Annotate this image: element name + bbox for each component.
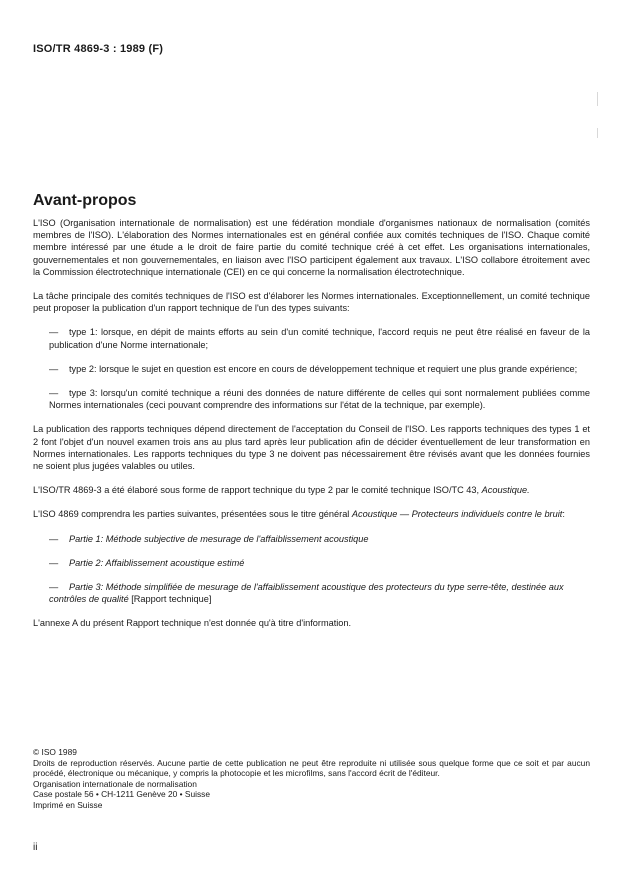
type-2-item: — type 2: lorsque le sujet en question est encore en cours de développement technique et requiert une plus grande expérience; [49,363,578,374]
printed-in: Imprimé en Suisse [33,799,103,810]
type-3-item: — type 3: lorsqu'un comité technique a réuni des données de nature différente de celles qui sont normalement publiées comme Normes internationales (ceci pouvant comprendre des informations sur l'état de la technique, par exemple). [49,388,590,411]
elaborated-paragraph: L'ISO/TR 4869-3 a été élaboré sous forme de rapport technique du type 2 par le comité technique ISO/TC 43, Acoustique. [33,485,530,496]
page-title: Avant-propos [33,192,137,209]
part-1-item: — Partie 1: Méthode subjective de mesurage de l'affaiblissement acoustique [49,533,369,544]
postal-address: Case postale 56 • CH-1211 Genève 20 • Suisse [33,789,211,800]
copyright-line: © ISO 1989 [33,747,77,757]
part-2-item: — Partie 2: Affaiblissement acoustique estimé [49,557,245,568]
organisation-name: Organisation internationale de normalisation [33,778,197,789]
copyright-footer [33,747,590,811]
type-1-item: — type 1: lorsque, en dépit de maints efforts au sein d'un comité technique, l'accord requis ne peut être réalisé en faveur de la publication d'une Norme internationale; [49,327,590,350]
part-3-item: — Partie 3: Méthode simplifiée de mesurage de l'affaiblissement acoustique des protecteurs du type serre-tête, destinée aux contrôles de qualité [Rapport technique] [49,582,564,605]
annex-paragraph: L'annexe A du présent Rapport technique n'est donnée qu'à titre d'information. [33,618,352,629]
page-number: ii [33,842,38,853]
intro-paragraph: L'ISO (Organisation internationale de normalisation) est une fédération mondiale d'organismes nationaux de normalisation (comités membres de l'ISO). L'élaboration des Normes internationales est en général confiée aux comités techniques de l'ISO. Chaque comité membre intéressé par une étude a le droit de faire partie du comité technique créé à cet effet. Les organisations internationales, gouvernementales et non gouvernementales, en liaison avec l'ISO participent également aux travaux. L'ISO collabore étroitement avec la Commission électrotechnique internationale (CEI) en ce qui concerne la normalisation électrotechnique. [33,218,590,277]
document-header: ISO/TR 4869-3 : 1989 (F) [33,43,164,55]
foreword-body [33,217,590,642]
scan-edge-mark [597,92,598,106]
parts-intro-paragraph: L'ISO 4869 comprendra les parties suivantes, présentées sous le titre général Acoustique — Protecteurs individuels contre le bruit: [33,509,565,520]
rights-notice: Droits de reproduction réservés. Aucune partie de cette publication ne peut être reproduite ni utilisée sous quelque forme que ce soit et par aucun procédé, électronique ou mécanique, y compris la photocopie et les microfilms, sans l'accord écrit de l'éditeur. [33,757,590,779]
publication-paragraph: La publication des rapports techniques dépend directement de l'acceptation du Conseil de l'ISO. Les rapports techniques des types 1 et 2 font l'objet d'un nouvel examen trois ans au plus tard après leur publication afin de décider éventuellement de leur transformation en Normes internationales. Les rapports techniques du type 3 ne doivent pas nécessairement être révisés avant que les données fournies ne soient plus jugées valables ou utiles. [33,424,590,472]
scan-edge-mark [597,128,598,138]
tasks-paragraph: La tâche principale des comités techniques de l'ISO est d'élaborer les Normes internationales. Exceptionnellement, un comité technique peut proposer la publication d'un rapport technique de l'un des types suivants: [33,291,590,314]
